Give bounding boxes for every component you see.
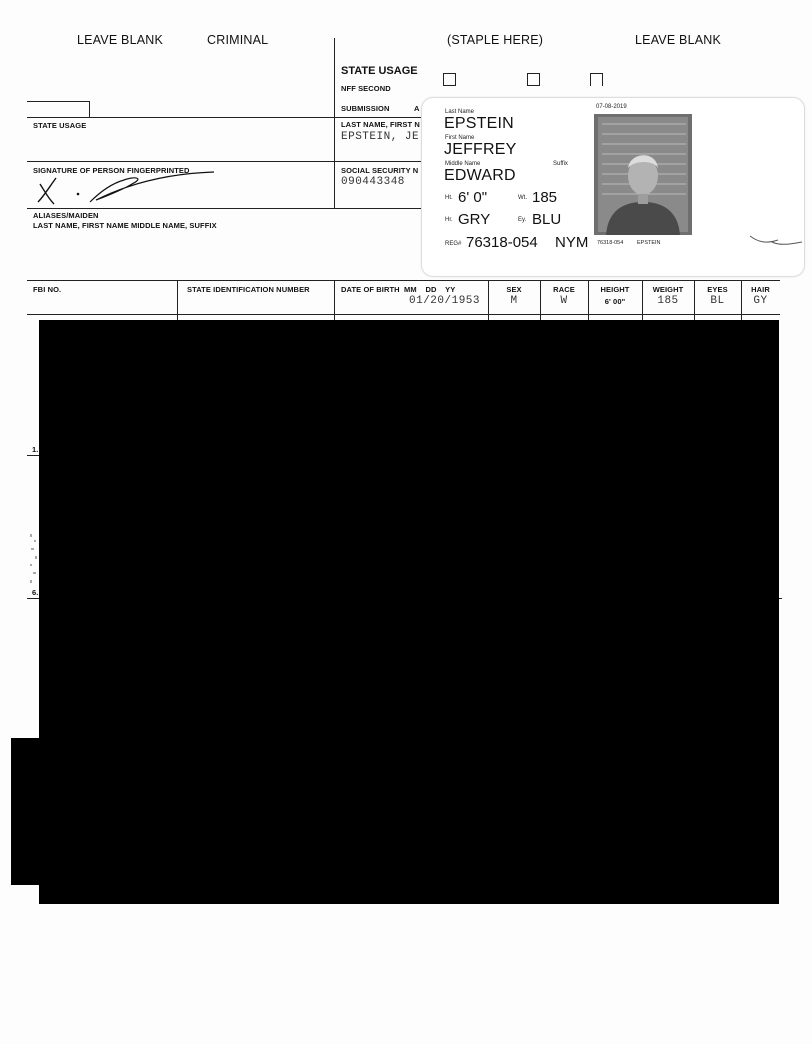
info-col-1 bbox=[177, 280, 178, 320]
card-ht-label: Ht. bbox=[445, 195, 453, 201]
card-first-name: JEFFREY bbox=[444, 141, 517, 158]
race-value: W bbox=[560, 295, 568, 307]
center-divider bbox=[334, 38, 335, 209]
signature-label: SIGNATURE OF PERSON FINGERPRINTED bbox=[33, 166, 190, 175]
hair-value: GY bbox=[753, 295, 768, 307]
left-rule-3 bbox=[27, 208, 421, 209]
photo-caption-reg: 76318-054 bbox=[597, 240, 624, 246]
card-middle-name-label: Middle Name bbox=[445, 161, 481, 167]
margin-mark-6: 6. bbox=[32, 588, 39, 597]
submission-label: SUBMISSION bbox=[341, 104, 390, 113]
info-col-2 bbox=[334, 280, 335, 320]
card-reg-number: 76318-054 bbox=[466, 234, 538, 251]
right-rule-1 bbox=[334, 117, 424, 118]
info-row-top bbox=[27, 280, 780, 281]
card-reg-label: REG# bbox=[445, 241, 462, 247]
info-row-bottom bbox=[27, 314, 780, 315]
mugshot-photo bbox=[594, 114, 692, 235]
criminal-label: CRIMINAL bbox=[207, 33, 269, 47]
margin-mark-1: 1. bbox=[32, 445, 39, 454]
state-usage-box-top bbox=[27, 101, 89, 102]
redaction-block-left-tab bbox=[11, 738, 41, 885]
signature-scribble bbox=[32, 164, 222, 210]
card-first-name-label: First Name bbox=[445, 135, 475, 141]
card-suffix-label: Suffix bbox=[553, 161, 568, 167]
state-usage-right: STATE USAGE bbox=[341, 65, 418, 77]
submission-suffix: A bbox=[414, 104, 420, 113]
ssn-value: 090443348 bbox=[341, 176, 405, 188]
height-label: HEIGHT bbox=[600, 285, 630, 294]
left-rule-1 bbox=[27, 117, 335, 118]
state-id-label: STATE IDENTIFICATION NUMBER bbox=[187, 285, 310, 294]
nff-second-label: NFF SECOND bbox=[341, 84, 391, 93]
card-middle-name: EDWARD bbox=[444, 167, 516, 184]
eyes-label: EYES bbox=[707, 285, 728, 294]
card-height: 6' 0" bbox=[458, 189, 488, 206]
right-rule-2 bbox=[334, 161, 424, 162]
card-weight: 185 bbox=[532, 189, 558, 206]
card-eyes: BLU bbox=[532, 211, 562, 228]
pen-mark bbox=[748, 230, 804, 250]
aliases-label-line-1: ALIASES/MAIDEN bbox=[33, 211, 99, 220]
card-date: 07-08-2019 bbox=[596, 104, 627, 110]
weight-label: WEIGHT bbox=[652, 285, 684, 294]
card-ey-label: Ey. bbox=[518, 217, 527, 223]
aliases-label-line-2: LAST NAME, FIRST NAME MIDDLE NAME, SUFFIX bbox=[33, 221, 217, 230]
card-last-name-label: Last Name bbox=[445, 109, 475, 115]
leave-blank-right: LEAVE BLANK bbox=[635, 33, 722, 47]
height-value: 6' 00" bbox=[604, 297, 626, 306]
leave-blank-left: LEAVE BLANK bbox=[77, 33, 164, 47]
card-wt-label: Wt. bbox=[518, 195, 527, 201]
checkbox-3[interactable] bbox=[590, 73, 603, 86]
staple-here-label: (STAPLE HERE) bbox=[447, 33, 544, 47]
checkbox-1[interactable] bbox=[443, 73, 456, 86]
left-rule-2 bbox=[27, 161, 335, 162]
card-last-name: EPSTEIN bbox=[444, 115, 514, 132]
card-hr-label: Hr. bbox=[445, 217, 453, 223]
fbi-no-label: FBI NO. bbox=[33, 285, 62, 294]
card-facility: NYM bbox=[555, 234, 589, 251]
dob-value: 01/20/1953 bbox=[409, 295, 481, 307]
checkbox-2[interactable] bbox=[527, 73, 540, 86]
redaction-block-main bbox=[39, 320, 779, 904]
race-label: RACE bbox=[553, 285, 575, 294]
card-hair: GRY bbox=[458, 211, 491, 228]
dob-label: DATE OF BIRTH MM DD YY bbox=[341, 285, 456, 294]
photo-caption-name: EPSTEIN bbox=[637, 240, 661, 246]
eyes-value: BL bbox=[710, 295, 725, 307]
state-usage-box-right bbox=[89, 101, 90, 117]
hair-label: HAIR bbox=[751, 285, 770, 294]
sex-value: M bbox=[510, 295, 518, 307]
last-name-label: LAST NAME, FIRST N bbox=[341, 120, 420, 129]
state-usage-label-left: STATE USAGE bbox=[33, 121, 87, 130]
ssn-label: SOCIAL SECURITY N bbox=[341, 166, 419, 175]
sex-label: SEX bbox=[506, 285, 522, 294]
weight-value: 185 bbox=[657, 295, 679, 307]
last-name-value: EPSTEIN, JE bbox=[341, 131, 420, 143]
id-card bbox=[421, 97, 805, 277]
